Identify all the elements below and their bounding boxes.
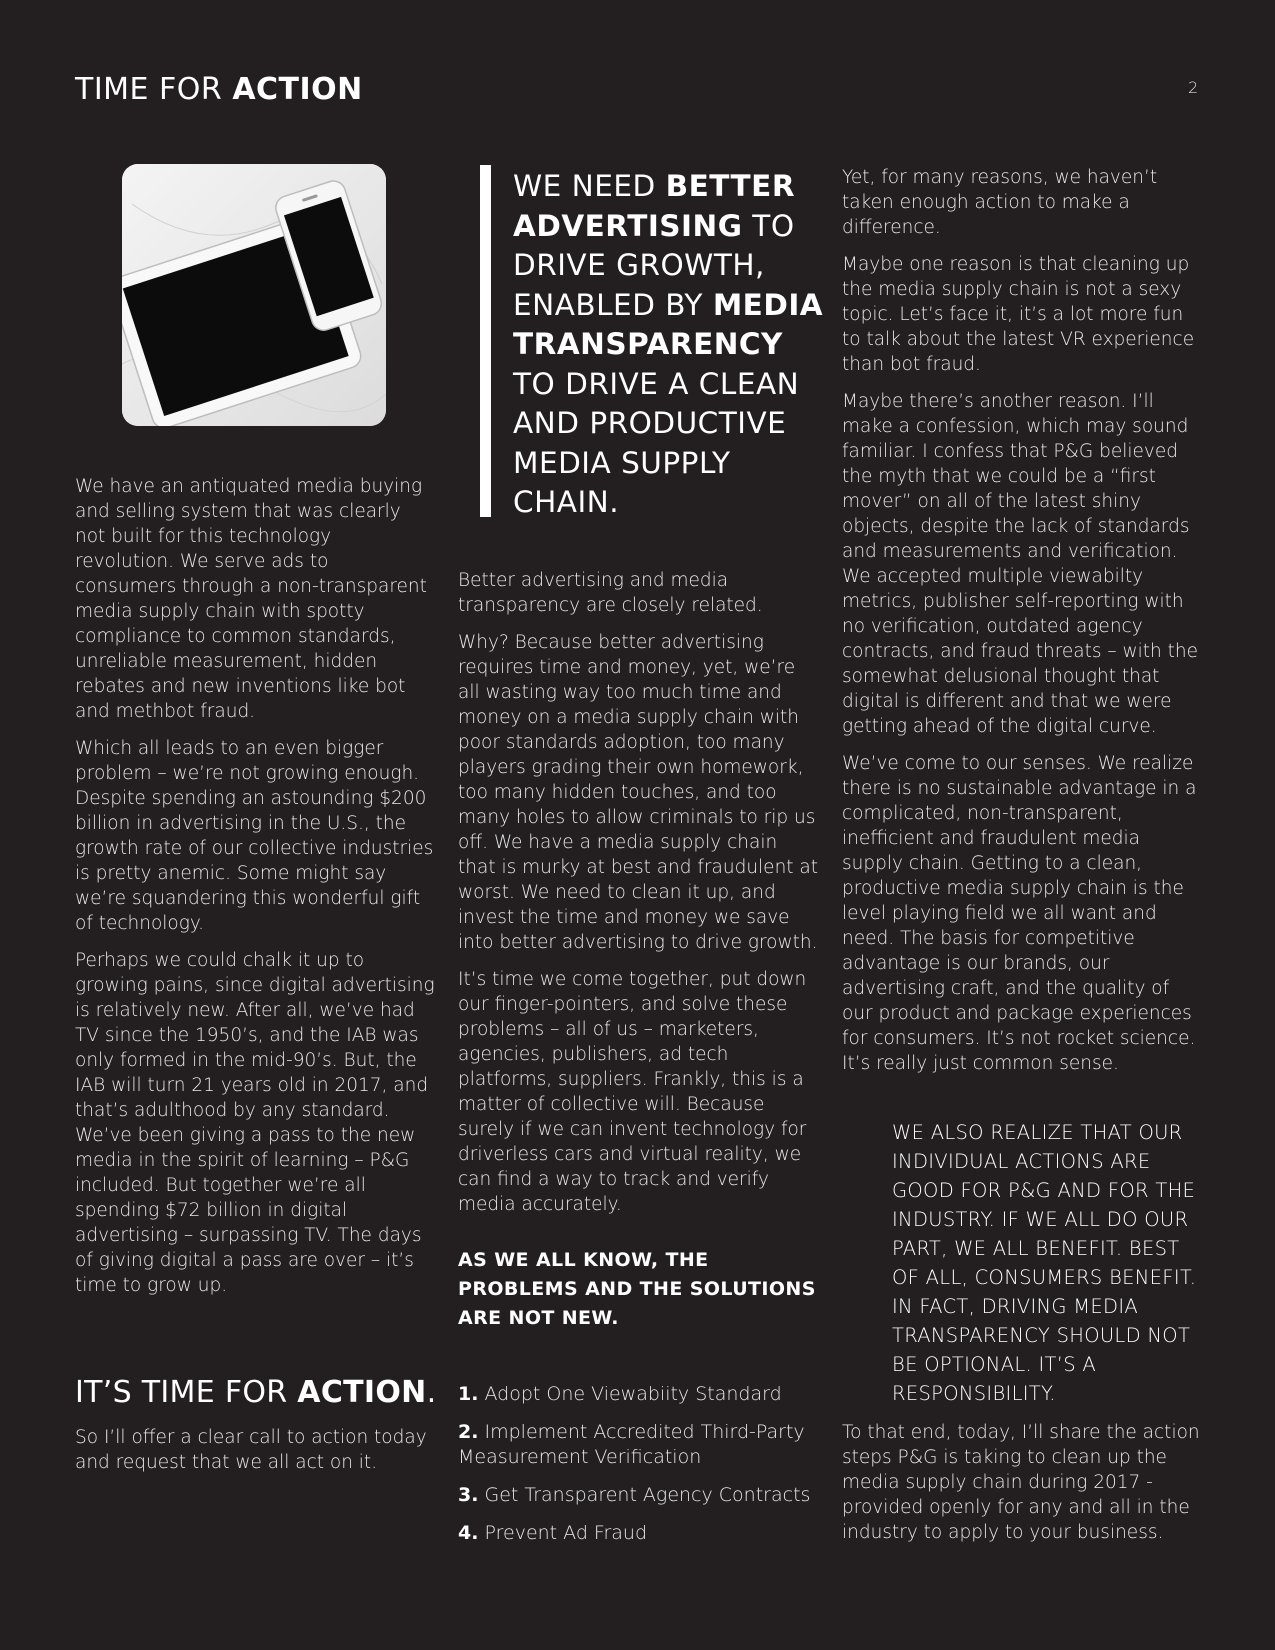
- paragraph: We’ve come to our senses. We realize there is no sustainable advantage in a complicated, non-transparent, inefficient and fraudulent media supply chain. Getting to a clean, productive media supply chain is the level playing field we all want and need. The basis for competitive advantage is our brands, our advertising craft, and the quality of our product and package experiences for consumers. It’s not rocket science. It’s really just common sense.: [842, 753, 1197, 1074]
- list-item: [458, 1521, 823, 1546]
- action-heading-end: .: [426, 1375, 437, 1410]
- step-text: Get Transparent Agency Contracts: [484, 1484, 811, 1506]
- step-text: Prevent Ad Fraud: [484, 1522, 648, 1544]
- paragraph: Which all leads to an even bigger problem – we’re not growing enough. Despite spending an astounding $200 billion in advertising in the U.S., the growth rate of our collective industries is pretty anemic. Some might say we’re squandering this wonderful gift of technology.: [75, 738, 434, 934]
- paragraph: Perhaps we could chalk it up to growing pains, since digital advertising is relatively new. After all, we’ve had TV since the 1950’s, and the IAB was only formed in the mid-90’s. But, the IAB will turn 21 years old in 2017, and that’s adulthood by any standard. We’ve been giving a pass to the new media in the spirit of learning – P&G included. But together we’re all spending $72 billion in digital advertising – surpassing TV. The days of giving digital a pass are over – it’s time to grow up.: [75, 950, 435, 1296]
- step-number: 1.: [458, 1383, 479, 1405]
- problems-subheading: AS WE ALL KNOW, THE PROBLEMS AND THE SOLUTIONS ARE NOT NEW.: [458, 1249, 816, 1329]
- action-heading-light: IT’S TIME FOR: [75, 1375, 298, 1410]
- pullquote: [480, 165, 825, 517]
- page-title-bold: ACTION: [232, 72, 363, 107]
- paragraph: Yet, for many reasons, we haven’t taken enough action to make a difference.: [842, 167, 1158, 238]
- action-heading-bold: ACTION: [297, 1375, 427, 1410]
- page-title: [75, 72, 363, 107]
- paragraph: We have an antiquated media buying and selling system that was clearly not built for this technology revolution. We serve ads to consumers through a non-transparent media supply chain with spotty compliance to common standards, unreliable measurement, hidden rebates and new inventions like bot and methbot fraud.: [75, 476, 427, 722]
- column-2: [458, 568, 820, 1229]
- pullquote-text: [513, 167, 825, 523]
- step-text: Implement Accredited Third-Party Measurement Verification: [458, 1421, 805, 1468]
- page-number: 2: [1188, 78, 1199, 97]
- column-3: [842, 165, 1204, 1088]
- paragraph: Maybe one reason is that cleaning up the media supply chain is not a sexy topic. Let’s face it, it’s a lot more fun to talk about the latest VR experience than bot fraud.: [842, 254, 1195, 375]
- step-text: Adopt One Viewabiity Standard: [484, 1383, 782, 1405]
- devices-photo: [122, 164, 386, 426]
- closing-paragraph: To that end, today, I’ll share the action steps P&G is taking to clean up the media supply chain during 2017 - provided openly for any and all in the industry to apply to your business.: [842, 1422, 1200, 1543]
- paragraph: Why? Because better advertising requires time and money, yet, we’re all wasting way too much time and money on a media supply chain with poor standards adoption, too many players grading their own homework, too many hidden touches, and too many holes to allow criminals to rip us off. We have a media supply chain that is murky at best and fraudulent at worst. We need to clean it up, and invest the time and money we save into better advertising to drive growth.: [458, 632, 819, 953]
- pullquote-bold: BETTER ADVERTISING: [513, 169, 796, 243]
- pullquote-part: WE NEED: [513, 169, 666, 203]
- step-number: 2.: [458, 1421, 479, 1443]
- paragraph: Better advertising and media transparency are closely related.: [458, 570, 763, 616]
- responsibility-quote: WE ALSO REALIZE THAT OUR INDIVIDUAL ACTIONS ARE GOOD FOR P&G AND FOR THE INDUSTRY. IF WE ALL DO OUR PART, WE ALL BENEFIT. BEST OF ALL, CONSUMERS BENEFIT. IN FACT, DRIVING MEDIA TRANSPARENCY SHOULD NOT BE OPTIONAL. IT’S A RESPONSIBILITY.: [892, 1121, 1197, 1405]
- action-text: So I’ll offer a clear call to action today and request that we all act on it.: [75, 1427, 427, 1473]
- step-number: 4.: [458, 1522, 479, 1544]
- pullquote-part: TO DRIVE GROWTH, ENABLED BY: [513, 208, 795, 322]
- step-number: 3.: [458, 1484, 479, 1506]
- list-item: [458, 1420, 823, 1470]
- action-steps-list: [458, 1382, 823, 1559]
- list-item: [458, 1382, 823, 1407]
- list-item: [458, 1483, 823, 1508]
- page-title-light: TIME FOR: [75, 72, 233, 107]
- paragraph: It’s time we come together, put down our finger-pointers, and solve these problems – all of us – marketers, agencies, publishers, ad tech platforms, suppliers. Frankly, this is a matter of collective will. Because surely if we can invent technology for driverless cars and virtual reality, we can find a way to track and verify media accurately.: [458, 969, 807, 1215]
- pullquote-part: TO DRIVE A CLEAN AND PRODUCTIVE MEDIA SUPPLY CHAIN.: [513, 366, 800, 519]
- paragraph: Maybe there’s another reason. I’ll make a confession, which may sound familiar. I confess that P&G believed the myth that we could be a “first mover” on all of the latest shiny objects, despite the lack of standards and measurements and verification. We accepted multiple viewabilty metrics, publisher self-reporting with no verification, outdated agency contracts, and fraud threats – with the somewhat delusional thought that digital is different and that we were getting ahead of the digital curve.: [842, 391, 1199, 737]
- pullquote-bold: MEDIA TRANSPARENCY: [513, 287, 824, 361]
- column-1: [75, 474, 435, 1310]
- action-heading: [75, 1375, 436, 1410]
- tablet-phone-image: [122, 164, 386, 426]
